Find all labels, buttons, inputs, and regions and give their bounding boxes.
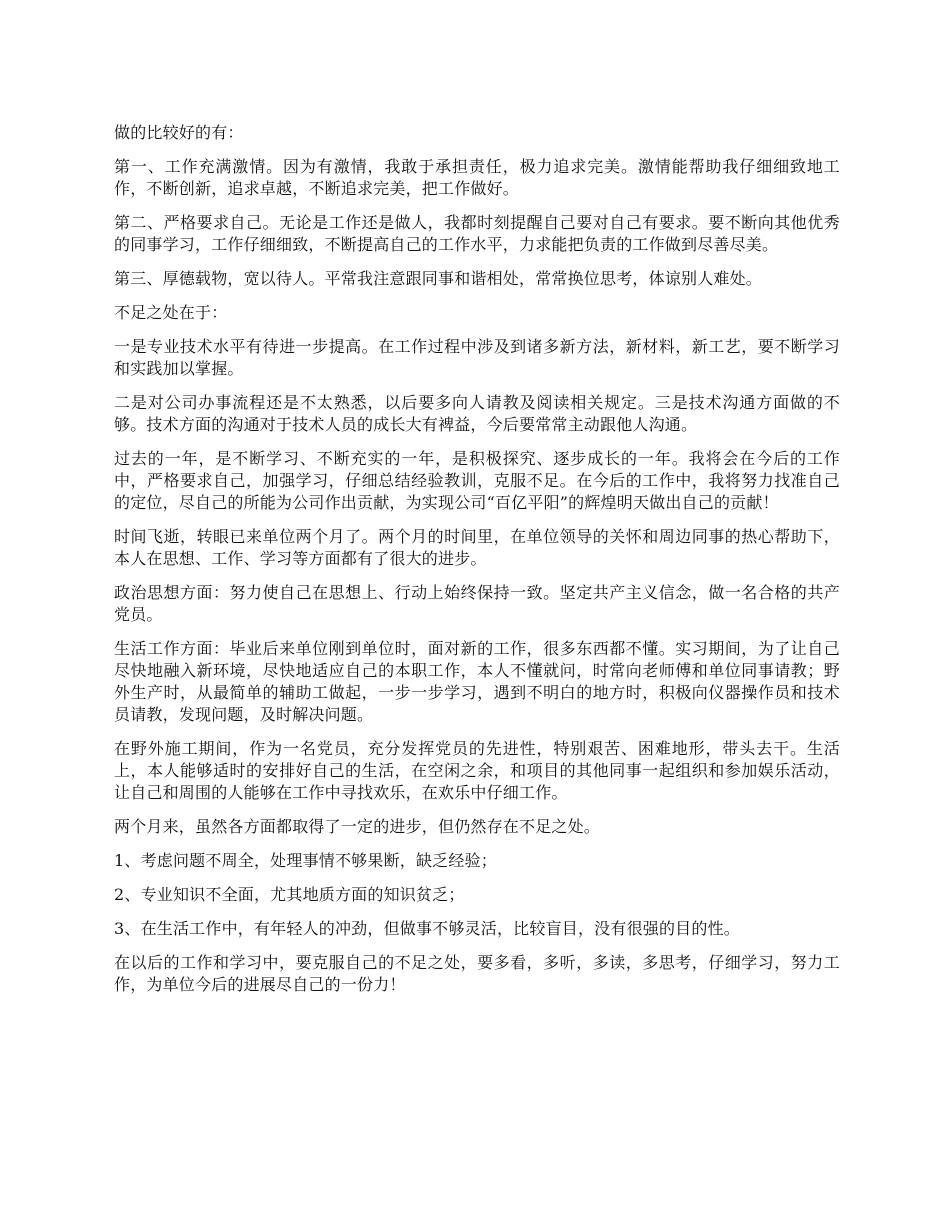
paragraph-3: 第二、严格要求自己。无论是工作还是做人，我都时刻提醒自己要对自己有要求。要不断向其他优秀的同事学习，工作仔细细致，不断提高自己的工作水平，力求能把负责的工作做到尽善尽美。	[114, 213, 840, 254]
paragraph-15: 2、专业知识不全面，尤其地质方面的知识贫乏；	[114, 885, 465, 904]
paragraph-16: 3、在生活工作中，有年轻人的冲劲，但做事不够灵活，比较盲目，没有很强的目的性。	[114, 919, 740, 938]
paragraph-2: 第一、工作充满激情。因为有激情，我敢于承担责任，极力追求完美。激情能帮助我仔细细致地工作，不断创新，追求卓越，不断追求完美，把工作做好。	[114, 157, 840, 198]
paragraph-12: 在野外施工期间，作为一名党员，充分发挥党员的先进性，特别艰苦、困难地形，带头去干。生活上，本人能够适时的安排好自己的生活，在空闲之余，和项目的其他同事一起组织和参加娱乐活动，让自己和周围的人能够在工作中寻找欢乐，在欢乐中仔细工作。	[114, 739, 840, 802]
paragraph-14: 1、考虑问题不周全，处理事情不够果断，缺乏经验；	[114, 851, 497, 870]
paragraph-13: 两个月来，虽然各方面都取得了一定的进步，但仍然存在不足之处。	[114, 817, 601, 836]
paragraph-8: 过去的一年，是不断学习、不断充实的一年，是积极探究、逐步成长的一年。我将会在今后的工作中，严格要求自己，加强学习，仔细总结经验教训，克服不足。在今后的工作中，我将努力找准自己的定位，尽自己的所能为公司作出贡献，为实现公司“百亿平阳”的辉煌明天做出自己的贡献！	[114, 449, 840, 512]
paragraph-4: 第三、厚德载物，宽以待人。平常我注意跟同事和谐相处，常常换位思考，体谅别人难处。	[114, 269, 763, 288]
document-body	[114, 122, 840, 1008]
paragraph-6: 一是专业技术水平有待进一步提高。在工作过程中涉及到诸多新方法，新材料，新工艺，要不断学习和实践加以掌握。	[114, 337, 840, 378]
paragraph-9: 时间飞逝，转眼已来单位两个月了。两个月的时间里，在单位领导的关怀和周边同事的热心帮助下，本人在思想、工作、学习等方面都有了很大的进步。	[114, 527, 840, 568]
paragraph-5: 不足之处在于：	[114, 303, 228, 322]
paragraph-17: 在以后的工作和学习中，要克服自己的不足之处，要多看，多听，多读，多思考，仔细学习，努力工作，为单位今后的进展尽自己的一份力！	[114, 953, 840, 994]
paragraph-7: 二是对公司办事流程还是不太熟悉，以后要多向人请教及阅读相关规定。三是技术沟通方面做的不够。技术方面的沟通对于技术人员的成长大有裨益，今后要常常主动跟他人沟通。	[114, 393, 840, 434]
paragraph-10: 政治思想方面：努力使自己在思想上、行动上始终保持一致。坚定共产主义信念，做一名合格的共产党员。	[114, 583, 840, 624]
paragraph-11: 生活工作方面：毕业后来单位刚到单位时，面对新的工作，很多东西都不懂。实习期间，为了让自己尽快地融入新环境，尽快地适应自己的本职工作，本人不懂就问，时常向老师傅和单位同事请教；野外生产时，从最简单的辅助工做起，一步一步学习，遇到不明白的地方时，积极向仪器操作员和技术员请教，发现问题，及时解决问题。	[114, 639, 840, 724]
paragraph-1: 做的比较好的有：	[114, 123, 244, 142]
